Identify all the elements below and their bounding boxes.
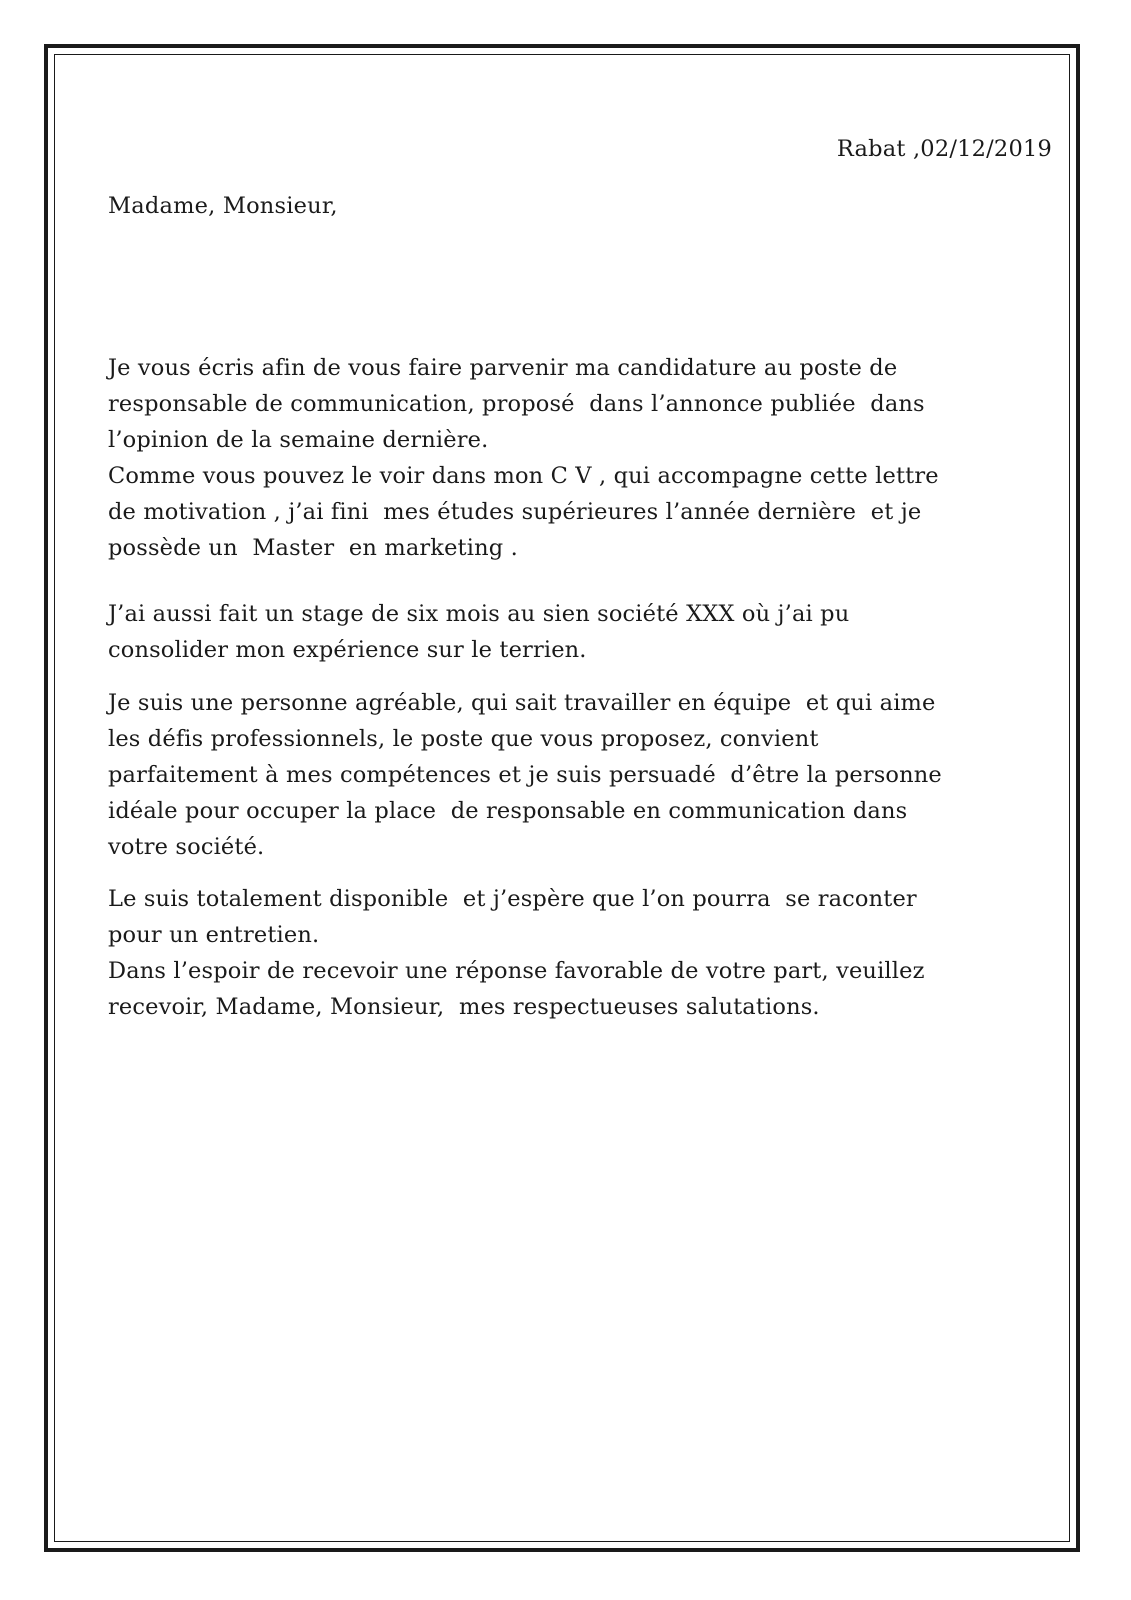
text-line: de motivation , j’ai fini mes études supérieures l’année dernière et je — [108, 499, 922, 525]
place-date: Rabat ,02/12/2019 — [836, 136, 1052, 162]
text-line: recevoir, Madame, Monsieur, mes respectueuses salutations. — [108, 994, 820, 1020]
text-line: Je vous écris afin de vous faire parvenir ma candidature au poste de — [108, 355, 898, 381]
paragraph-application — [108, 350, 939, 566]
text-line: Le suis totalement disponible et j’espère que l’on pourra se raconter — [108, 886, 917, 912]
text-line: les défis professionnels, le poste que vous proposez, convient — [108, 726, 819, 752]
text-line: Je suis une personne agréable, qui sait travailler en équipe et qui aime — [108, 690, 936, 716]
paragraph-internship — [108, 596, 849, 668]
text-line: Dans l’espoir de recevoir une réponse favorable de votre part, veuillez — [108, 958, 925, 984]
text-line: parfaitement à mes compétences et je suis persuadé d’être la personne — [108, 762, 942, 788]
text-line: idéale pour occuper la place de responsable en communication dans — [108, 798, 908, 824]
paragraph-qualities — [108, 685, 942, 865]
paragraph-closing — [108, 881, 925, 1025]
text-line: responsable de communication, proposé dans l’annonce publiée dans — [108, 391, 925, 417]
text-line: J’ai aussi fait un stage de six mois au sien société XXX où j’ai pu — [108, 601, 850, 627]
text-line: consolider mon expérience sur le terrien. — [108, 637, 587, 663]
text-line: votre société. — [108, 834, 265, 860]
text-line: Comme vous pouvez le voir dans mon C V , qui accompagne cette lettre — [108, 463, 939, 489]
text-line: pour un entretien. — [108, 922, 320, 948]
text-line: possède un Master en marketing . — [108, 535, 518, 561]
salutation: Madame, Monsieur, — [108, 193, 338, 219]
text-line: l’opinion de la semaine dernière. — [108, 427, 489, 453]
